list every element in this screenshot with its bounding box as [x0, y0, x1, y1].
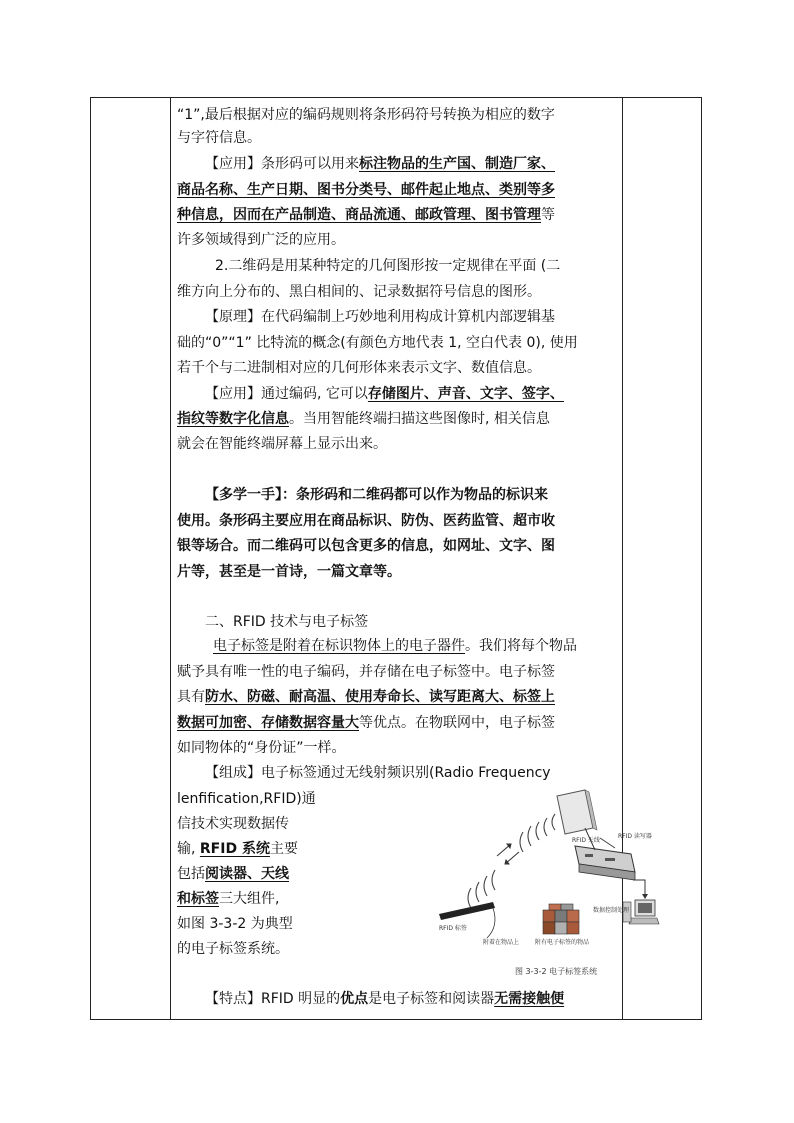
application-paragraph: 【应用】通过编码, 它可以存储图片、声音、文字、签字、: [205, 386, 564, 402]
text-line: 和标签三大组件,: [177, 891, 280, 907]
reader-label: RFID 读写器: [618, 833, 652, 840]
section-heading: 二、RFID 技术与电子标签: [205, 614, 369, 630]
rfid-system-figure: [435, 788, 660, 966]
text-line: 使用。条形码主要应用在商品标识、防伪、医药监管、超市收: [177, 513, 555, 529]
text-line: 输, RFID 系统主要: [177, 841, 298, 857]
pc-label: 数据控制处理: [593, 907, 630, 914]
tagged-items-icon: [543, 904, 579, 934]
text-line: 许多领域得到广泛的应用。: [177, 232, 345, 248]
text-line: 银等场合。而二维码可以包含更多的信息，如网址、文字、图: [177, 538, 555, 554]
text-line: 包括阅读器、天线: [177, 866, 289, 882]
figure-caption: 图 3-3-2 电子标签系统: [515, 967, 598, 976]
signal-arrows-icon: [497, 844, 519, 864]
radio-waves-icon: [468, 814, 555, 908]
text-line: 种信息，因而在产品制造、商品流通、邮政管理、图书管理等: [177, 207, 555, 223]
text-line: 指纹等数字化信息。当用智能终端扫描这些图像时, 相关信息: [177, 411, 550, 427]
text-line: 具有防水、防磁、耐高温、使用寿命长、读写距离大、标签上: [177, 689, 555, 705]
text-line: 赋予具有唯一性的电子编码，并存储在电子标签中。电子标签: [177, 664, 555, 680]
feature-paragraph: 【特点】RFID 明显的优点是电子标签和阅读器无需接触便: [205, 991, 565, 1007]
principle-paragraph: 【原理】在代码编制上巧妙地利用构成计算机内部逻辑基: [205, 309, 555, 325]
text-line: 与字符信息。: [177, 130, 261, 146]
text-line: 信技术实现数据传: [177, 816, 289, 832]
text-line: 商品名称、生产日期、图书分类号、邮件起止地点、类别等多: [177, 182, 555, 198]
text-line: 片等，甚至是一首诗，一篇文章等。: [177, 564, 401, 580]
text-line: 础的“0”“1” 比特流的概念(有颜色方地代表 1, 空白代表 0), 使用: [177, 335, 578, 351]
antenna-label: RFID 天线: [572, 837, 600, 844]
text-line: lenfification,RFID)通: [177, 791, 316, 807]
application-paragraph: 【应用】条形码可以用来标注物品的生产国、制造厂家、: [205, 156, 555, 172]
composition-paragraph: 【组成】电子标签通过无线射频识别(Radio Frequency: [205, 765, 551, 781]
column-divider-left: [170, 98, 171, 1019]
text-line: 就会在智能终端屏幕上显示出来。: [177, 436, 387, 452]
text-line: 若千个与二进制相对应的几何形体来表示文字、数值信息。: [177, 360, 541, 376]
attached-label: 附着在物品上: [483, 939, 520, 946]
rfid-reader-icon: [575, 846, 635, 880]
document-table: [90, 97, 702, 1020]
text-line: 如图 3-3-2 为典型: [177, 916, 293, 932]
text-line: 如同物体的“身份证”一样。: [177, 740, 346, 756]
text-line: 数据可加密、存储数据容量大等优点。在物联网中，电子标签: [177, 715, 555, 731]
rfid-antenna-icon: [557, 790, 597, 834]
rfid-paragraph: 电子标签是附着在标识物体上的电子器件。我们将每个物品: [213, 638, 577, 654]
qr-paragraph: 2.二维码是用某种特定的几何图形按一定规律在平面 (二: [215, 258, 561, 274]
items-label: 附有电子标签的物品: [535, 939, 590, 946]
text-line: 的电子标签系统。: [177, 941, 289, 957]
text-line: 维方向上分布的、黑白相间的、记录数据符号信息的图形。: [177, 284, 541, 300]
rfid-tag-icon: [439, 902, 495, 920]
learn-more-paragraph: 【多学一手】：条形码和二维码都可以作为物品的标识来: [205, 487, 548, 503]
text-line: “1”,最后根据对应的编码规则将条形码符号转换为相应的数字: [177, 107, 555, 123]
tag-label: RFID 标签: [439, 925, 467, 932]
